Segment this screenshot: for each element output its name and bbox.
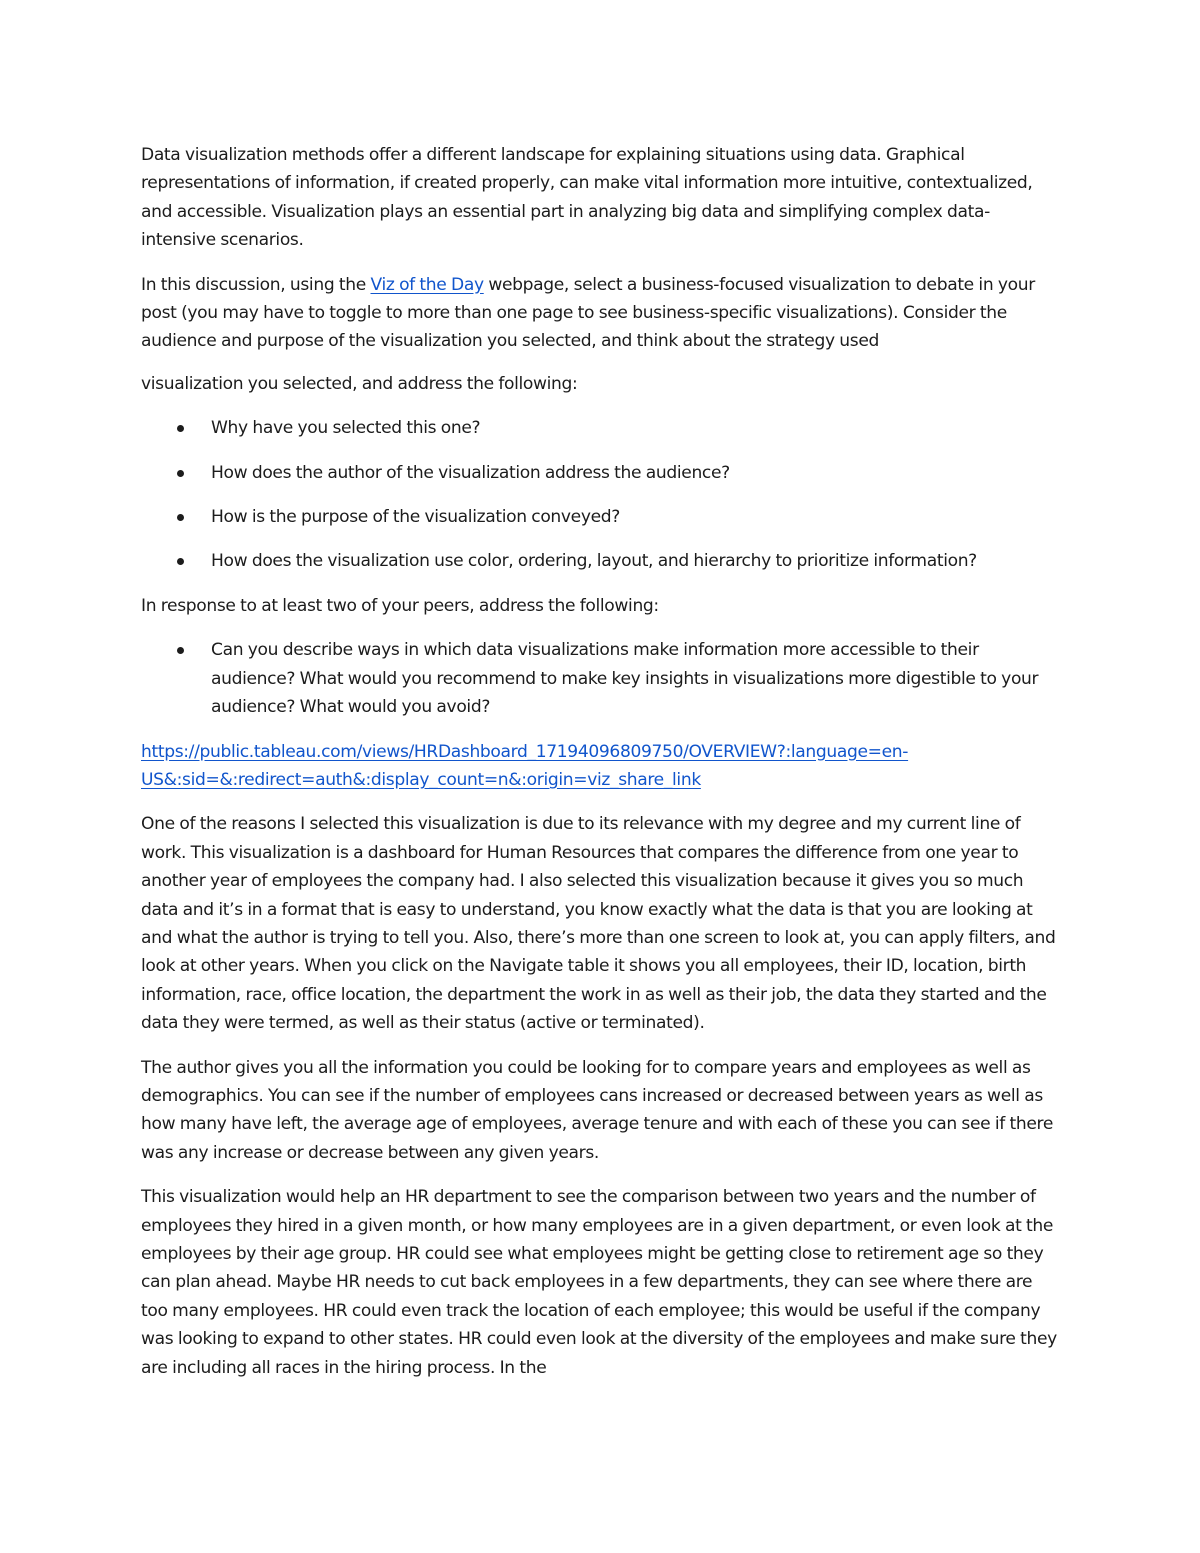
list-item-text: Can you describe ways in which data visualizations make information more accessible to their audience? What would you recommend to make key insights in visualizations more digestible to your audience? What would you avoid? [211,640,1039,718]
peer-response-paragraph: In response to at least two of your peers, address the following: [141,595,659,616]
author-info-paragraph: The author gives you all the information you could be looking for to compare years and employees as well as demographics. You can see if the number of employees cans increased or decreased between years as well as how many have left, the average age of employees, average tenure and with each of these you can see if there was any increase or decrease between any given years. [141,1057,1054,1163]
tableau-url-line-1: https://public.tableau.com/views/HRDashboard_17194096809750/OVERVIEW?:language=en- [141,741,909,762]
list-item [141,503,1061,531]
bullet-icon [177,425,184,432]
tableau-url-paragraph [141,738,1061,795]
document-body [141,141,1061,1398]
hr-usage-paragraph: This visualization would help an HR department to see the comparison between two years and the number of employees they hired in a given month, or how many employees are in a given department, or even look at the employees by their age group. HR could see what employees might be getting close to retirement age so they can plan ahead. Maybe HR needs to cut back employees in a few departments, they can see where there are too many employees. HR could even track the location of each employee; this would be useful if the company was looking to expand to other states. HR could even look at the diversity of the employees and make sure they are including all races in the hiring process. In the [141,1187,1057,1378]
discussion-text-after: webpage, select a business-focused visualization to debate in your post (you may have to toggle to more than one page to see business-specific visualizations). Consider the audience and purpose of the visualization you selected, and think about the strategy used [141,274,1035,352]
intro-paragraph: Data visualization methods offer a different landscape for explaining situations using data. Graphical representations of information, if created properly, can make vital information more intuitive, contextualized, and accessible. Visualization plays an essential part in analyzing big data and simplifying complex data-intensive scenarios. [141,145,1033,251]
bullet-icon [177,647,184,654]
list-item [141,636,1061,721]
viz-of-the-day-link[interactable]: Viz of the Day [370,274,484,295]
tableau-url-line-2: US&:sid=&:redirect=auth&:display_count=n&:origin=viz_share_link [141,769,701,790]
list-item-text: How does the author of the visualization address the audience? [211,462,730,483]
question-list [141,414,1061,576]
list-item [141,414,1061,442]
list-item [141,459,1061,487]
selection-reason-paragraph: One of the reasons I selected this visualization is due to its relevance with my degree and my current line of work. This visualization is a dashboard for Human Resources that compares the difference from one year to another year of employees the company had. I also selected this visualization because it gives you so much data and it’s in a format that is easy to understand, you know exactly what the data is that you are looking at and what the author is trying to tell you. Also, there’s more than one screen to look at, you can apply filters, and look at other years. When you click on the Navigate table it shows you all employees, their ID, location, birth information, race, office location, the department the work in as well as their job, the data they started and the data they were termed, as well as their status (active or terminated). [141,814,1056,1034]
discussion-paragraph [141,271,1061,356]
bullet-icon [177,470,184,477]
discussion-text-before: In this discussion, using the [141,274,371,295]
bullet-icon [177,514,184,521]
list-item [141,547,1061,575]
peer-question-list [141,636,1061,721]
list-item-text: How is the purpose of the visualization conveyed? [211,507,621,528]
bullet-icon [177,558,184,565]
list-item-text: Why have you selected this one? [211,418,481,439]
list-item-text: How does the visualization use color, ordering, layout, and hierarchy to prioritize information? [211,551,977,572]
address-following-paragraph: visualization you selected, and address the following: [141,373,578,394]
tableau-url-link[interactable] [141,742,908,790]
